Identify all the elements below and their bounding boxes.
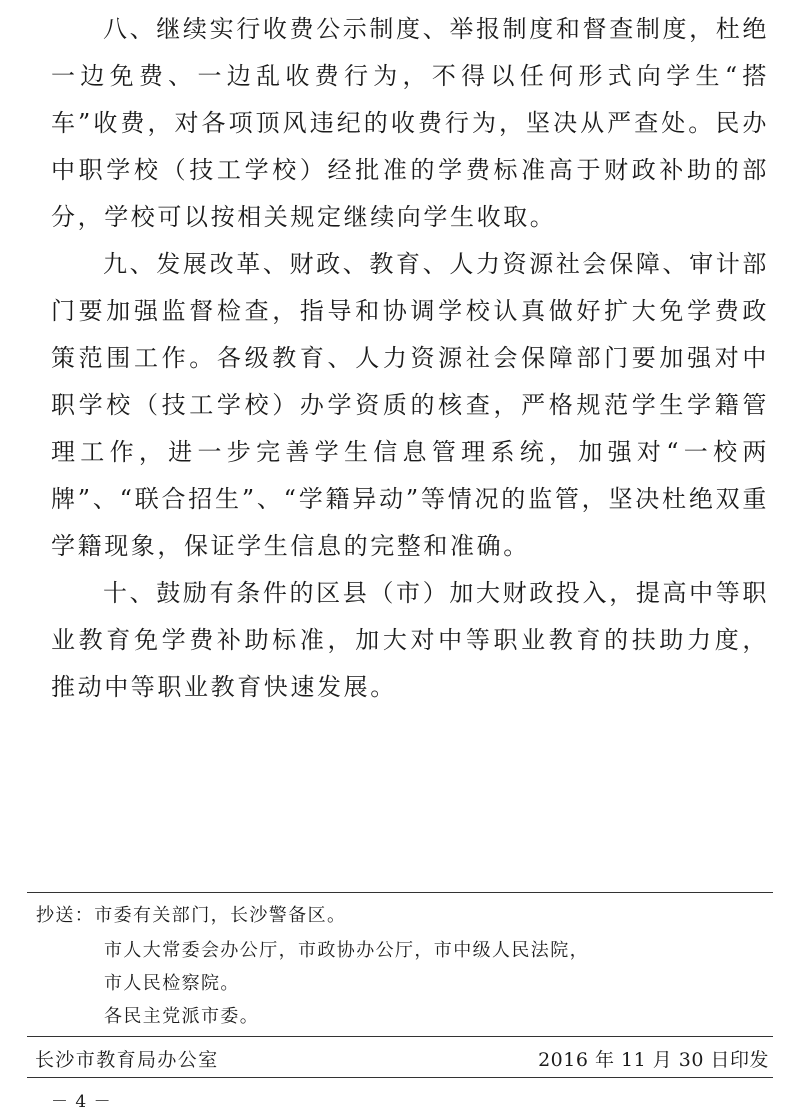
document-body <box>51 0 769 711</box>
cc-distribution-block <box>27 892 773 1037</box>
cc-label: 抄送： <box>36 905 95 926</box>
cc-recipient: 市委有关部门，长沙警备区。 <box>94 905 347 926</box>
cc-recipient: 各民主党派市委。 <box>104 1006 260 1027</box>
issue-date: 2016 年 11 月 30 日印发 <box>538 1049 769 1071</box>
paragraph-ten: 十、鼓励有条件的区县（市）加大财政投入，提高中等职业教育免学费补助标准，加大对中等职业教育的扶助力度，推动中等职业教育快速发展。 <box>51 579 769 701</box>
paragraph-nine: 九、发展改革、财政、教育、人力资源社会保障、审计部门要加强监督检查，指导和协调学校认真做好扩大免学费政策范围工作。各级教育、人力资源社会保障部门要加强对中职学校（技工学校）办学资质的核查，严格规范学生学籍管理工作，进一步完善学生信息管理系统，加强对“一校两牌”、“联合招生”、“学籍异动”等情况的监管，坚决杜绝双重学籍现象，保证学生信息的完整和准确。 <box>51 250 769 560</box>
cc-recipient: 市人民检察院。 <box>104 973 240 994</box>
page-number: － 4 － <box>51 1092 112 1112</box>
paragraph-eight: 八、继续实行收费公示制度、举报制度和督查制度，杜绝一边免费、一边乱收费行为，不得以任何形式向学生“搭车”收费，对各项顶风违纪的收费行为，坚决从严查处。民办中职学校（技工学校）经批准的学费标准高于财政补助的部分，学校可以按相关规定继续向学生收取。 <box>51 15 769 231</box>
issuing-office: 长沙市教育局办公室 <box>35 1049 219 1071</box>
cc-recipient: 市人大常委会办公厅，市政协办公厅，市中级人民法院， <box>104 940 589 961</box>
issue-footer <box>27 1035 773 1078</box>
cc-first-line <box>36 901 346 927</box>
